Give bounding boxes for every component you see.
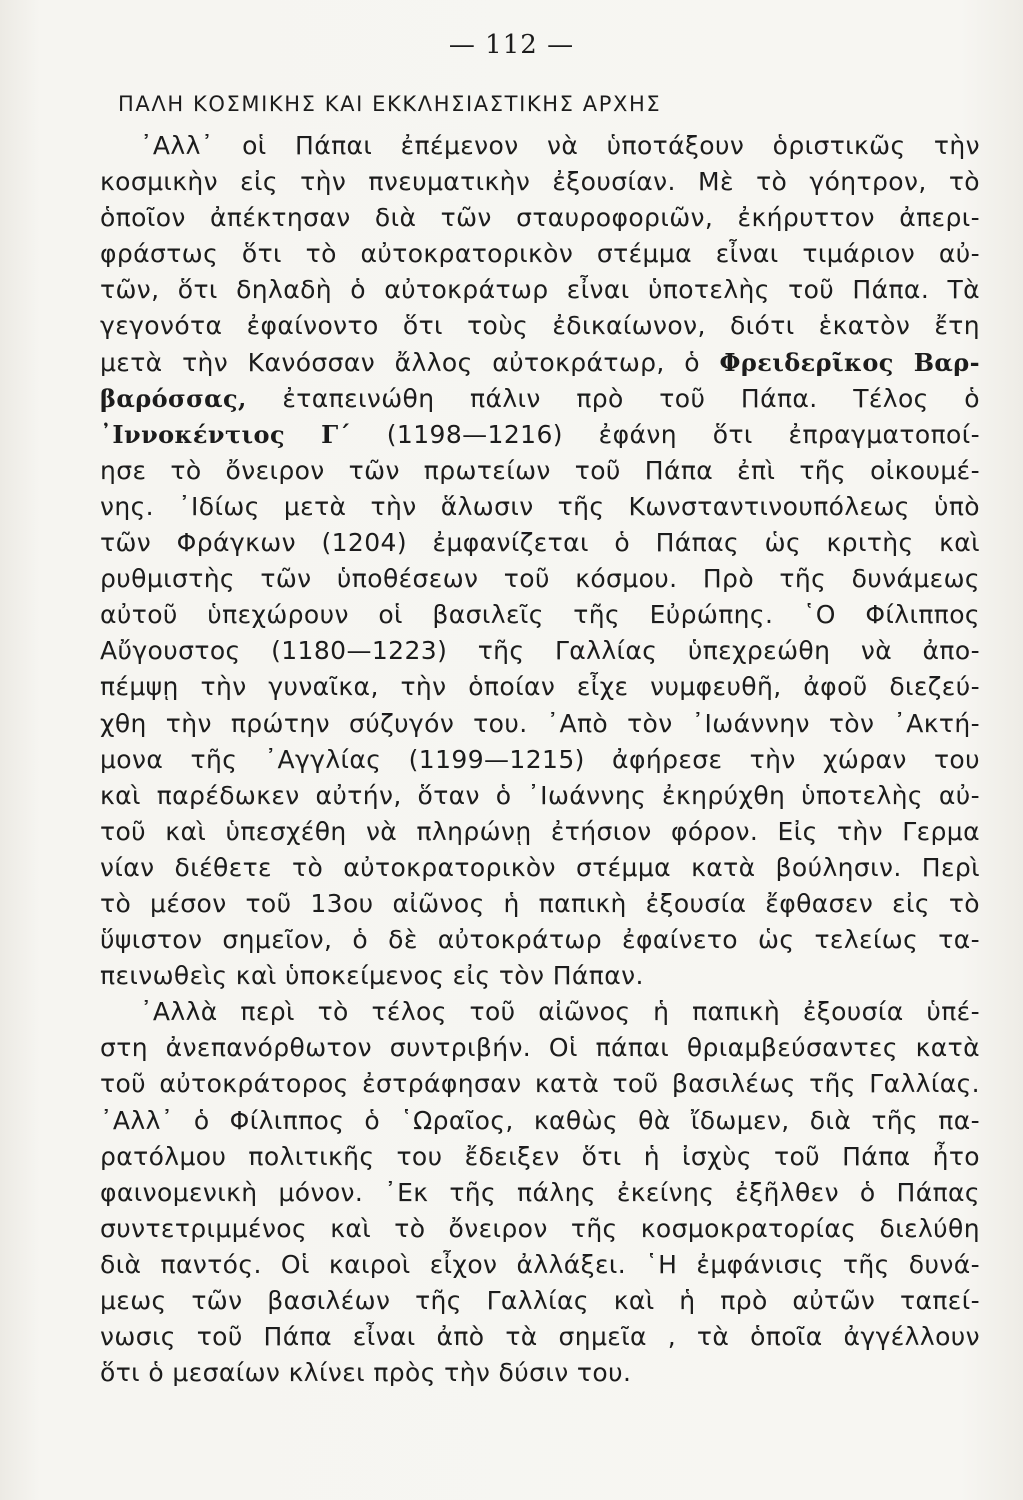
text-segment: γεγονότα ἐφαίνοντο ὅτι τοὺς ἐδικαίωνον, διότι ἑκατὸν ἔτη bbox=[100, 311, 980, 341]
text-line bbox=[100, 742, 980, 778]
text-segment: ρατόλμου πολιτικῆς του ἔδειξεν ὅτι ἡ ἰσχὺς τοῦ Πάπα ἦτο bbox=[100, 1141, 980, 1171]
text-line bbox=[100, 1103, 980, 1139]
text-segment: μεως τῶν βασιλέων τῆς Γαλλίας καὶ ἡ πρὸ αὐτῶν ταπεί- bbox=[100, 1286, 980, 1315]
text-segment: φαινομενικὴ μόνον. ᾿Εκ τῆς πάλης ἐκείνης ἐξῆλθεν ὁ Πάπας bbox=[100, 1177, 980, 1207]
text-line bbox=[100, 958, 980, 994]
bold-name: ᾿Ιννοκέντιος Γ΄ bbox=[100, 419, 351, 449]
text-line bbox=[100, 669, 980, 705]
text-line bbox=[100, 1211, 980, 1247]
page-number: — 112 — bbox=[448, 30, 575, 60]
text-segment: διὰ παντός. Οἱ καιροὶ εἶχον ἀλλάξει. ῾Η ἐμφάνισις τῆς δυνά- bbox=[100, 1249, 980, 1279]
text-segment: πεινωθεὶς καὶ ὑποκείμενος εἰς τὸν Πάπαν. bbox=[100, 961, 644, 991]
text-line bbox=[100, 1319, 980, 1355]
text-line bbox=[100, 1139, 980, 1175]
body-text bbox=[100, 128, 980, 1391]
text-segment: χθη τὴν πρώτην σύζυγόν του. ᾿Απὸ τὸν ᾿Ιωάννην τὸν ᾿Ακτή- bbox=[100, 708, 980, 738]
text-segment: ὅτι ὁ μεσαίων κλίνει πρὸς τὴν δύσιν του. bbox=[100, 1358, 632, 1388]
text-segment: νίαν διέθετε τὸ αὐτοκρατορικὸν στέμμα κατὰ βούλησιν. Περὶ bbox=[100, 852, 980, 882]
text-line bbox=[100, 236, 980, 272]
text-segment: ᾿Αλλ᾿ ὁ Φίλιππος ὁ ῾Ωραῖος, καθὼς θὰ ἴδωμεν, διὰ τῆς πα- bbox=[100, 1105, 980, 1135]
text-segment: πέμψῃ τὴν γυναῖκα, τὴν ὁποίαν εἶχε νυμφευθῆ, ἀφοῦ διεζεύ- bbox=[100, 672, 980, 702]
text-segment: φράστως ὅτι τὸ αὐτοκρατορικὸν στέμμα εἶναι τιμάριον αὐ- bbox=[100, 239, 980, 269]
text-segment: μονα τῆς ᾿Αγγλίας (1199—1215) ἀφήρεσε τὴν χώραν του bbox=[100, 744, 980, 774]
text-segment: ὁποῖον ἀπέκτησαν διὰ τῶν σταυροφοριῶν, ἐκήρυττον ἀπερι- bbox=[100, 203, 980, 233]
text-segment: τῶν Φράγκων (1204) ἐμφανίζεται ὁ Πάπας ὡς κριτὴς καὶ bbox=[100, 528, 980, 558]
text-segment: ᾿Αλλ᾿ οἱ Πάπαι ἐπέμενον νὰ ὑποτάξουν ὁριστικῶς τὴν bbox=[140, 131, 980, 160]
bold-name: Φρειδερῖκος Βαρ- bbox=[719, 347, 980, 377]
text-line bbox=[100, 1247, 980, 1283]
text-line bbox=[100, 200, 980, 236]
paragraph bbox=[100, 128, 980, 994]
text-segment: καὶ παρέδωκεν αὐτήν, ὅταν ὁ ᾿Ιωάννης ἐκηρύχθη ὑποτελὴς αὐ- bbox=[100, 780, 980, 810]
text-segment: ἐταπεινώθη πάλιν πρὸ τοῦ Πάπα. Τέλος ὁ bbox=[246, 383, 980, 413]
text-segment: τοῦ αὐτοκράτορος ἐστράφησαν κατὰ τοῦ βασιλέως τῆς Γαλλίας. bbox=[100, 1069, 980, 1099]
text-line bbox=[100, 272, 980, 308]
text-line bbox=[100, 525, 980, 561]
text-line bbox=[100, 1283, 980, 1319]
text-segment: ρυθμιστὴς τῶν ὑποθέσεων τοῦ κόσμου. Πρὸ τῆς δυνάμεως bbox=[100, 564, 980, 594]
text-line bbox=[100, 308, 980, 344]
text-line bbox=[100, 453, 980, 489]
text-line bbox=[100, 922, 980, 958]
text-segment: νωσις τοῦ Πάπα εἶναι ἀπὸ τὰ σημεῖα , τὰ ὁποῖα ἀγγέλλουν bbox=[100, 1322, 980, 1352]
text-line bbox=[100, 633, 980, 669]
text-segment: ησε τὸ ὄνειρον τῶν πρωτείων τοῦ Πάπα ἐπὶ τῆς οἰκουμέ- bbox=[100, 455, 980, 485]
text-segment: στη ἀνεπανόρθωτον συντριβήν. Οἱ πάπαι θριαμβεύσαντες κατὰ bbox=[100, 1033, 980, 1063]
text-segment: (1198—1216) ἐφάνη ὅτι ἐπραγματοποί- bbox=[350, 419, 981, 449]
text-segment: τὸ μέσον τοῦ 13ου αἰῶνος ἡ παπικὴ ἐξουσία ἔφθασεν εἰς τὸ bbox=[100, 888, 980, 918]
text-line bbox=[100, 381, 980, 417]
text-segment: Αὔγουστος (1180—1223) τῆς Γαλλίας ὑπεχρεώθη νὰ ἀπο- bbox=[100, 636, 980, 666]
text-segment: τῶν, ὅτι δηλαδὴ ὁ αὐτοκράτωρ εἶναι ὑποτελὴς τοῦ Πάπα. Τὰ bbox=[100, 275, 980, 305]
text-line bbox=[100, 1066, 980, 1102]
text-segment: τοῦ καὶ ὑπεσχέθη νὰ πληρώνῃ ἐτήσιον φόρον. Εἰς τὴν Γερμα bbox=[100, 816, 980, 846]
paragraph bbox=[100, 994, 980, 1391]
text-segment: μετὰ τὴν Κανόσσαν ἄλλος αὐτοκράτωρ, ὁ bbox=[100, 347, 720, 377]
text-segment: νης. ᾿Ιδίως μετὰ τὴν ἅλωσιν τῆς Κωνσταντινουπόλεως ὑπὸ bbox=[100, 491, 980, 521]
text-line bbox=[100, 1175, 980, 1211]
text-line bbox=[100, 706, 980, 742]
text-line bbox=[100, 128, 980, 164]
text-segment: ᾿Αλλὰ περὶ τὸ τέλος τοῦ αἰῶνος ἡ παπικὴ ἐξουσία ὑπέ- bbox=[140, 997, 980, 1027]
text-line bbox=[100, 597, 980, 633]
text-segment: κοσμικὴν εἰς τὴν πνευματικὴν ἐξουσίαν. Μὲ τὸ γόητρον, τὸ bbox=[100, 167, 980, 197]
text-line bbox=[100, 886, 980, 922]
text-line bbox=[100, 778, 980, 814]
text-line bbox=[100, 1355, 980, 1391]
text-line bbox=[100, 850, 980, 886]
text-segment: αὐτοῦ ὑπεχώρουν οἱ βασιλεῖς τῆς Εὐρώπης. ῾Ο Φίλιππος bbox=[100, 600, 980, 630]
text-line bbox=[100, 345, 980, 381]
text-line bbox=[100, 1030, 980, 1066]
text-line bbox=[100, 561, 980, 597]
text-line bbox=[100, 489, 980, 525]
text-line bbox=[100, 417, 980, 453]
text-line bbox=[100, 164, 980, 200]
text-segment: συντετριμμένος καὶ τὸ ὄνειρον τῆς κοσμοκρατορίας διελύθη bbox=[100, 1213, 980, 1243]
text-segment: ὕψιστον σημεῖον, ὁ δὲ αὐτοκράτωρ ἐφαίνετο ὡς τελείως τα- bbox=[100, 925, 980, 955]
text-line bbox=[100, 814, 980, 850]
text-line bbox=[100, 994, 980, 1030]
running-header: ΠΑΛΗ ΚΟΣΜΙΚΗΣ ΚΑΙ ΕΚΚΛΗΣΙΑΣΤΙΚΗΣ ΑΡΧΗΣ bbox=[118, 92, 662, 116]
bold-name: βαρόσσας, bbox=[100, 383, 247, 413]
